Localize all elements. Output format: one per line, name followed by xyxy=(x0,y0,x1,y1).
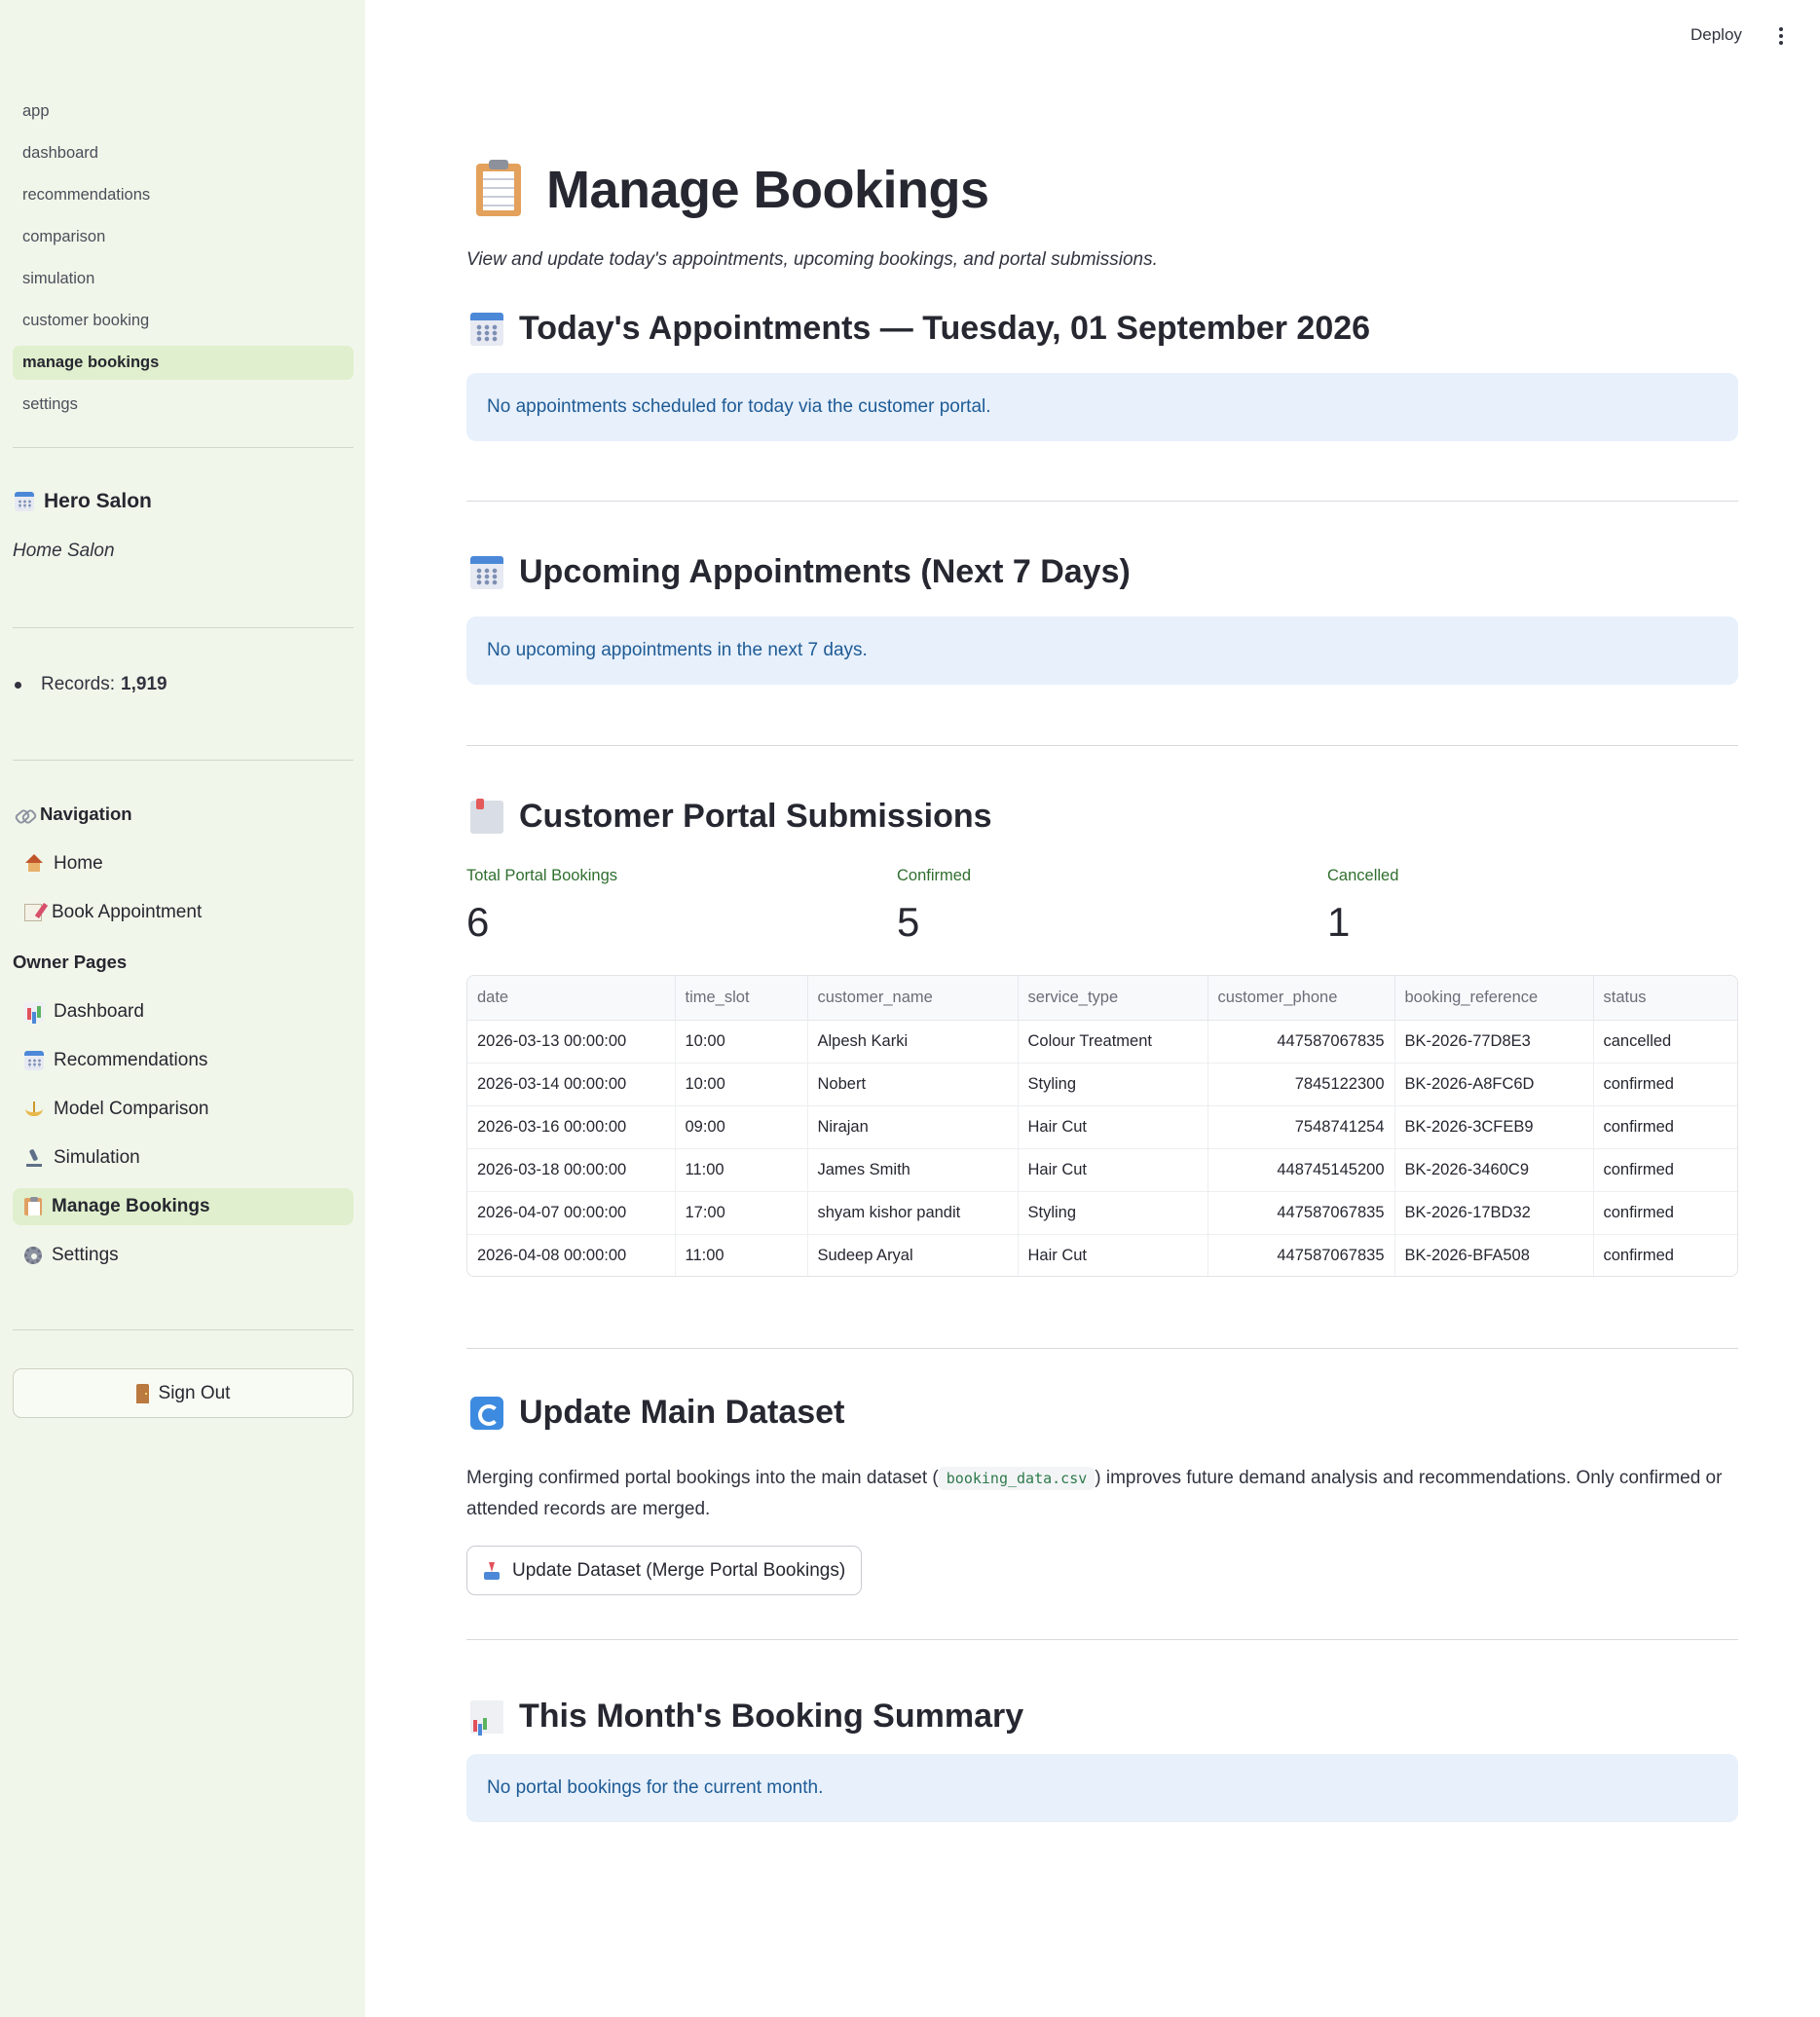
sidebar-divider xyxy=(13,447,353,448)
summary-info-alert: No portal bookings for the current month. xyxy=(466,1754,1738,1822)
section-divider xyxy=(466,745,1738,746)
table-row[interactable] xyxy=(467,1148,1737,1191)
update-description xyxy=(466,1463,1738,1525)
table-cell-date[interactable]: 2026-04-08 00:00:00 xyxy=(467,1234,675,1277)
table-cell-customer-phone[interactable]: 447587067835 xyxy=(1207,1020,1394,1063)
table-cell-service-type[interactable]: Hair Cut xyxy=(1018,1105,1207,1148)
table-cell-customer-name[interactable]: Nirajan xyxy=(807,1105,1018,1148)
microscope-icon xyxy=(24,1148,44,1168)
bar-chart-icon xyxy=(470,1700,503,1734)
table-cell-booking-reference[interactable]: BK-2026-BFA508 xyxy=(1394,1234,1593,1277)
column-header-service-type[interactable]: service_type xyxy=(1018,976,1207,1020)
table-cell-date[interactable]: 2026-03-18 00:00:00 xyxy=(467,1148,675,1191)
table-cell-status[interactable]: confirmed xyxy=(1593,1063,1737,1105)
table-cell-customer-phone[interactable]: 7845122300 xyxy=(1207,1063,1394,1105)
table-cell-customer-name[interactable]: Alpesh Karki xyxy=(807,1020,1018,1063)
refresh-icon xyxy=(470,1397,503,1430)
page-link-simulation[interactable]: simulation xyxy=(22,270,95,287)
owner-link-label: Manage Bookings xyxy=(52,1196,210,1216)
table-cell-customer-phone[interactable]: 447587067835 xyxy=(1207,1191,1394,1234)
table-cell-customer-phone[interactable]: 448745145200 xyxy=(1207,1148,1394,1191)
main-menu-icon[interactable] xyxy=(1775,25,1787,47)
update-text-before: Merging confirmed portal bookings into the main dataset ( xyxy=(466,1468,939,1488)
deploy-button[interactable]: Deploy xyxy=(1690,25,1742,44)
table-cell-status[interactable]: confirmed xyxy=(1603,1246,1674,1264)
table-cell-time-slot[interactable]: 11:00 xyxy=(675,1234,807,1277)
metric-value: 1 xyxy=(1327,899,1351,945)
table-cell-time-slot[interactable]: 10:00 xyxy=(675,1063,807,1105)
mailbox-icon xyxy=(470,801,503,834)
table-header-row xyxy=(467,976,1737,1020)
section-divider xyxy=(466,501,1738,502)
update-dataset-label: Update Dataset (Merge Portal Bookings) xyxy=(512,1559,846,1581)
nav-link-label: Home xyxy=(54,853,103,874)
table-cell-date[interactable]: 2026-03-13 00:00:00 xyxy=(467,1020,675,1063)
table-cell-status[interactable]: confirmed xyxy=(1593,1148,1737,1191)
sign-out-button[interactable] xyxy=(13,1368,353,1418)
page-link-dashboard[interactable]: dashboard xyxy=(22,144,98,162)
table-cell-booking-reference[interactable]: BK-2026-A8FC6D xyxy=(1394,1063,1593,1105)
sign-out-label: Sign Out xyxy=(158,1382,231,1403)
records-count xyxy=(15,674,167,695)
clipboard-icon xyxy=(24,1198,42,1215)
records-label: Records: xyxy=(41,674,116,694)
column-header-booking-reference[interactable]: booking_reference xyxy=(1394,976,1593,1020)
sidebar xyxy=(0,0,365,2017)
column-header-time-slot[interactable]: time_slot xyxy=(675,976,807,1020)
table-cell-booking-reference[interactable]: BK-2026-77D8E3 xyxy=(1394,1020,1593,1063)
owner-link-settings[interactable] xyxy=(13,1237,353,1274)
owner-link-label: Dashboard xyxy=(54,1001,144,1022)
table-cell-time-slot[interactable]: 17:00 xyxy=(675,1191,807,1234)
bar-chart-icon xyxy=(24,1002,44,1022)
column-header-status[interactable]: status xyxy=(1593,976,1737,1020)
sidebar-divider xyxy=(13,1329,353,1330)
metric-confirmed xyxy=(897,867,971,946)
metric-cancelled xyxy=(1327,867,1398,946)
link-icon xyxy=(15,805,32,823)
table-cell-customer-phone[interactable]: 7548741254 xyxy=(1207,1105,1394,1148)
page-link-manage-bookings[interactable]: manage bookings xyxy=(13,346,353,380)
today-heading-text: Today's Appointments — Tuesday, 01 September 2026 xyxy=(519,310,1371,347)
nav-link-label: Book Appointment xyxy=(52,902,203,922)
page-link-customer-booking[interactable]: customer booking xyxy=(22,312,150,329)
summary-heading xyxy=(470,1698,1023,1736)
metric-total-portal-bookings xyxy=(466,867,617,946)
table-cell-status[interactable]: confirmed xyxy=(1593,1105,1737,1148)
column-header-date[interactable]: date xyxy=(467,976,675,1020)
table-cell-service-type[interactable]: Styling xyxy=(1018,1063,1207,1105)
owner-link-dashboard[interactable] xyxy=(13,993,353,1030)
table-cell-date[interactable]: 2026-04-07 00:00:00 xyxy=(467,1191,675,1234)
door-icon xyxy=(136,1384,149,1403)
upcoming-heading-text: Upcoming Appointments (Next 7 Days) xyxy=(519,553,1131,590)
metric-label: Total Portal Bookings xyxy=(466,867,618,884)
page-title: Manage Bookings xyxy=(546,161,989,219)
nav-link-home[interactable] xyxy=(13,845,353,882)
clipboard-icon xyxy=(476,164,521,216)
table-cell-time-slot[interactable]: 11:00 xyxy=(675,1148,807,1191)
calendar-icon xyxy=(24,1051,44,1070)
today-info-alert: No appointments scheduled for today via the customer portal. xyxy=(466,373,1738,441)
metric-value: 6 xyxy=(466,899,490,945)
owner-link-model-comparison[interactable] xyxy=(13,1091,353,1128)
metric-label: Confirmed xyxy=(897,867,972,884)
table-cell-customer-name[interactable]: Nobert xyxy=(807,1063,1018,1105)
sidebar-divider xyxy=(13,760,353,761)
column-header-customer-name[interactable]: customer_name xyxy=(807,976,1018,1020)
update-heading-text: Update Main Dataset xyxy=(519,1394,845,1431)
metric-label: Cancelled xyxy=(1327,867,1399,884)
portal-heading xyxy=(470,798,992,836)
owner-pages-heading: Owner Pages xyxy=(13,952,128,972)
table-row[interactable] xyxy=(467,1063,1737,1105)
table-cell-status[interactable]: confirmed xyxy=(1593,1191,1737,1234)
page-link-settings[interactable]: settings xyxy=(22,395,78,413)
inbox-tray-icon xyxy=(483,1562,501,1580)
today-heading xyxy=(470,310,1370,348)
table-cell-booking-reference[interactable]: BK-2026-17BD32 xyxy=(1394,1191,1593,1234)
table-cell-service-type[interactable]: Hair Cut xyxy=(1018,1148,1207,1191)
nav-link-book-appointment[interactable] xyxy=(13,894,353,931)
table-cell-service-type[interactable]: Colour Treatment xyxy=(1018,1020,1207,1063)
page-link-recommendations[interactable]: recommendations xyxy=(22,186,151,204)
table-cell-customer-name[interactable]: James Smith xyxy=(807,1148,1018,1191)
table-row[interactable] xyxy=(467,1234,1737,1277)
gear-icon xyxy=(24,1247,42,1264)
dataset-filename: booking_data.csv xyxy=(939,1467,1096,1490)
table-cell-booking-reference[interactable]: BK-2026-3CFEB9 xyxy=(1394,1105,1593,1148)
table-cell-time-slot[interactable]: 10:00 xyxy=(675,1020,807,1063)
portal-heading-text: Customer Portal Submissions xyxy=(519,798,992,835)
table-row[interactable] xyxy=(467,1105,1737,1148)
navigation-heading xyxy=(15,803,132,825)
bullet-icon xyxy=(15,682,21,689)
owner-link-simulation[interactable] xyxy=(13,1139,353,1177)
table-cell-date[interactable]: 2026-03-14 00:00:00 xyxy=(467,1063,675,1105)
table-cell-time-slot[interactable]: 09:00 xyxy=(675,1105,807,1148)
table-row[interactable] xyxy=(467,1191,1737,1234)
metric-value: 5 xyxy=(897,899,920,945)
balance-scale-icon xyxy=(24,1100,44,1119)
owner-link-label: Settings xyxy=(52,1245,119,1265)
section-divider xyxy=(466,1639,1738,1640)
page-caption: View and update today's appointments, upcoming bookings, and portal submissions. xyxy=(466,249,1158,270)
table-cell-service-type[interactable]: Hair Cut xyxy=(1018,1234,1207,1277)
upcoming-heading xyxy=(470,553,1131,591)
table-cell-customer-name[interactable]: shyam kishor pandit xyxy=(807,1191,1018,1234)
calendar-icon xyxy=(470,313,503,346)
owner-link-label: Model Comparison xyxy=(54,1099,209,1119)
table-cell-customer-phone[interactable]: 447587067835 xyxy=(1207,1234,1394,1277)
salon-title xyxy=(15,490,152,513)
owner-link-recommendations[interactable] xyxy=(13,1042,353,1079)
spiral-calendar-icon xyxy=(470,556,503,589)
owner-link-manage-bookings[interactable] xyxy=(13,1188,353,1225)
table-cell-customer-name[interactable]: Sudeep Aryal xyxy=(807,1234,1018,1277)
table-cell-status[interactable]: cancelled xyxy=(1593,1020,1737,1063)
page-link-app[interactable]: app xyxy=(22,102,50,120)
salon-subtitle: Home Salon xyxy=(13,541,115,561)
update-text-after: ) improves future demand analysis and recommendations. Only confirmed or attended records are merged. xyxy=(466,1468,1723,1519)
calendar-icon xyxy=(15,492,34,511)
records-value: 1,919 xyxy=(121,674,167,694)
owner-link-label: Simulation xyxy=(54,1147,140,1168)
upcoming-info-alert: No upcoming appointments in the next 7 days. xyxy=(466,616,1738,685)
memo-icon xyxy=(24,904,42,921)
page-link-comparison[interactable]: comparison xyxy=(22,228,106,245)
table-cell-service-type[interactable]: Styling xyxy=(1018,1191,1207,1234)
section-divider xyxy=(466,1348,1738,1349)
navigation-heading-label: Navigation xyxy=(40,803,132,824)
pages-nav xyxy=(13,94,353,430)
table-cell-booking-reference[interactable]: BK-2026-3460C9 xyxy=(1394,1148,1593,1191)
owner-link-label: Recommendations xyxy=(54,1050,208,1070)
update-dataset-button[interactable] xyxy=(466,1546,862,1595)
page-header xyxy=(476,160,989,220)
update-heading xyxy=(470,1394,844,1432)
table-row[interactable] xyxy=(467,1020,1737,1063)
portal-bookings-table[interactable] xyxy=(466,975,1738,1277)
summary-heading-text: This Month's Booking Summary xyxy=(519,1698,1024,1735)
salon-name: Hero Salon xyxy=(44,490,152,512)
table-cell-date[interactable]: 2026-03-16 00:00:00 xyxy=(467,1105,675,1148)
sidebar-divider xyxy=(13,627,353,628)
column-header-customer-phone[interactable]: customer_phone xyxy=(1207,976,1394,1020)
house-icon xyxy=(24,854,44,874)
